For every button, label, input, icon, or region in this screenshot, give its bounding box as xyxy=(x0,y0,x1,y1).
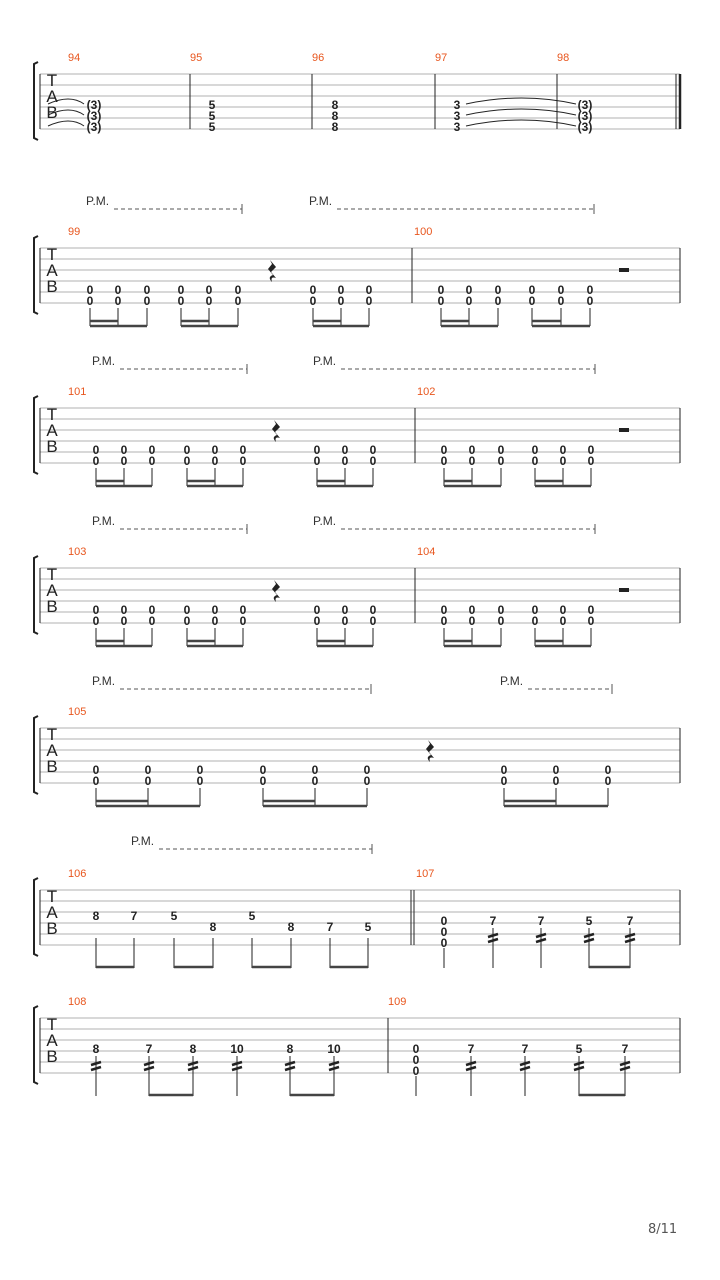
fret-number: 0 xyxy=(259,774,267,788)
fret-number: 0 xyxy=(239,443,247,457)
system-3 xyxy=(34,354,680,486)
fret-number: 0 xyxy=(412,1042,420,1056)
fret-number: 0 xyxy=(259,763,267,777)
fret-number: 0 xyxy=(587,614,595,628)
system-4 xyxy=(34,514,680,646)
fret-number: 8 xyxy=(92,1042,100,1056)
fret-number: 0 xyxy=(313,443,321,457)
fret-number: 7 xyxy=(326,920,334,934)
tie-arc xyxy=(466,109,576,115)
fret-number: 0 xyxy=(143,283,151,297)
fret-number: 0 xyxy=(144,763,152,777)
fret-number: 0 xyxy=(468,443,476,457)
fret-number: 0 xyxy=(341,454,349,468)
measure-number: 99 xyxy=(68,226,81,238)
system-bracket xyxy=(34,556,38,634)
fret-number: 0 xyxy=(311,774,319,788)
fret-number: 0 xyxy=(465,294,473,308)
fret-number: (3) xyxy=(86,98,102,112)
fret-number: 0 xyxy=(92,443,100,457)
fret-number: (3) xyxy=(86,109,102,123)
fret-number: 0 xyxy=(531,603,539,617)
quarter-rest xyxy=(272,580,280,602)
fret-number: 0 xyxy=(369,603,377,617)
tab-clef-letter: T xyxy=(46,725,58,744)
fret-number: 0 xyxy=(92,763,100,777)
fret-number: 0 xyxy=(92,454,100,468)
fret-number: 0 xyxy=(465,283,473,297)
tab-clef-letter: T xyxy=(46,887,58,906)
fret-number: 0 xyxy=(313,454,321,468)
fret-number: 0 xyxy=(120,614,128,628)
fret-number: 0 xyxy=(587,603,595,617)
fret-number: 0 xyxy=(313,603,321,617)
tab-clef-letter: B xyxy=(46,277,58,296)
fret-number: 0 xyxy=(531,454,539,468)
fret-number: 0 xyxy=(500,763,508,777)
fret-number: 0 xyxy=(468,614,476,628)
fret-number: 7 xyxy=(467,1042,475,1056)
measure-number: 97 xyxy=(435,52,448,64)
fret-number: 0 xyxy=(341,603,349,617)
fret-number: 0 xyxy=(311,763,319,777)
measure-number: 103 xyxy=(68,546,87,558)
tab-clef-letter: B xyxy=(46,437,58,456)
fret-number: 7 xyxy=(626,914,634,928)
quarter-rest xyxy=(426,740,434,762)
fret-number: 0 xyxy=(211,443,219,457)
fret-number: 0 xyxy=(148,443,156,457)
fret-number: 0 xyxy=(559,614,567,628)
fret-number: 0 xyxy=(148,603,156,617)
system-6 xyxy=(34,834,680,968)
fret-number: 0 xyxy=(363,763,371,777)
fret-number: 0 xyxy=(531,614,539,628)
measure-number: 109 xyxy=(388,996,407,1008)
fret-number: (3) xyxy=(577,109,593,123)
system-2 xyxy=(34,194,680,326)
fret-number: 0 xyxy=(559,443,567,457)
tab-clef-letter: A xyxy=(46,421,58,440)
tab-clef-letter: A xyxy=(46,87,58,106)
fret-number: 0 xyxy=(497,603,505,617)
fret-number: 0 xyxy=(337,283,345,297)
fret-number: 7 xyxy=(621,1042,629,1056)
fret-number: 0 xyxy=(412,1064,420,1078)
tab-clef-letter: B xyxy=(46,597,58,616)
page-number: 8/11 xyxy=(648,1222,678,1237)
tab-clef-letter: B xyxy=(46,919,58,938)
palm-mute-label: P.M. xyxy=(500,674,524,688)
measure-number: 107 xyxy=(416,868,435,880)
tab-clef-letter: A xyxy=(46,581,58,600)
fret-number: 0 xyxy=(309,294,317,308)
fret-number: 0 xyxy=(196,763,204,777)
quarter-rest xyxy=(268,260,276,282)
fret-number: 0 xyxy=(552,763,560,777)
fret-number: (3) xyxy=(86,120,102,134)
half-rest xyxy=(619,268,629,272)
fret-number: 3 xyxy=(453,120,461,134)
half-rest xyxy=(619,428,629,432)
tab-clef-letter: A xyxy=(46,261,58,280)
fret-number: 8 xyxy=(92,909,100,923)
measure-number: 98 xyxy=(557,52,570,64)
tab-clef-letter: A xyxy=(46,903,58,922)
fret-number: 3 xyxy=(453,98,461,112)
system-bracket xyxy=(34,396,38,474)
fret-number: 0 xyxy=(313,614,321,628)
tab-clef-letter: B xyxy=(46,103,58,122)
fret-number: 0 xyxy=(341,443,349,457)
palm-mute-label: P.M. xyxy=(92,514,116,528)
fret-number: 0 xyxy=(86,283,94,297)
fret-number: 0 xyxy=(369,454,377,468)
fret-number: 7 xyxy=(537,914,545,928)
fret-number: 0 xyxy=(586,283,594,297)
fret-number: 0 xyxy=(144,774,152,788)
fret-number: 0 xyxy=(440,925,448,939)
fret-number: 0 xyxy=(586,294,594,308)
fret-number: 7 xyxy=(489,914,497,928)
measure-number: 104 xyxy=(417,546,436,558)
fret-number: 5 xyxy=(208,98,216,112)
fret-number: 5 xyxy=(170,909,178,923)
fret-number: 0 xyxy=(205,294,213,308)
tab-clef-letter: T xyxy=(46,565,58,584)
fret-number: 0 xyxy=(440,443,448,457)
fret-number: 0 xyxy=(468,603,476,617)
tab-clef-letter: T xyxy=(46,245,58,264)
fret-number: 0 xyxy=(559,454,567,468)
fret-number: 0 xyxy=(497,614,505,628)
fret-number: 0 xyxy=(341,614,349,628)
fret-number: 8 xyxy=(331,109,339,123)
palm-mute-label: P.M. xyxy=(313,514,337,528)
tab-clef-letter: B xyxy=(46,757,58,776)
measure-number: 105 xyxy=(68,706,87,718)
fret-number: 5 xyxy=(248,909,256,923)
tab-clef-letter: T xyxy=(46,1015,58,1034)
fret-number: 0 xyxy=(604,774,612,788)
fret-number: 8 xyxy=(209,920,217,934)
fret-number: 0 xyxy=(183,614,191,628)
palm-mute-label: P.M. xyxy=(313,354,337,368)
fret-number: 0 xyxy=(337,294,345,308)
fret-number: 7 xyxy=(130,909,138,923)
fret-number: 0 xyxy=(239,614,247,628)
measure-number: 106 xyxy=(68,868,87,880)
fret-number: 8 xyxy=(189,1042,197,1056)
fret-number: 0 xyxy=(440,603,448,617)
fret-number: 0 xyxy=(148,614,156,628)
fret-number: 0 xyxy=(86,294,94,308)
system-bracket xyxy=(34,62,38,140)
fret-number: 0 xyxy=(114,294,122,308)
system-5 xyxy=(34,674,680,806)
fret-number: 8 xyxy=(331,98,339,112)
fret-number: 3 xyxy=(453,109,461,123)
fret-number: 0 xyxy=(148,454,156,468)
fret-number: 0 xyxy=(239,603,247,617)
fret-number: 0 xyxy=(120,443,128,457)
fret-number: 5 xyxy=(208,120,216,134)
system-bracket xyxy=(34,716,38,794)
measure-number: 100 xyxy=(414,226,433,238)
system-1 xyxy=(34,52,680,140)
fret-number: 0 xyxy=(177,294,185,308)
fret-number: 0 xyxy=(552,774,560,788)
fret-number: 0 xyxy=(437,294,445,308)
fret-number: 0 xyxy=(587,454,595,468)
fret-number: 0 xyxy=(211,454,219,468)
fret-number: (3) xyxy=(577,98,593,112)
fret-number: 0 xyxy=(494,294,502,308)
fret-number: 7 xyxy=(145,1042,153,1056)
fret-number: 0 xyxy=(120,603,128,617)
fret-number: 0 xyxy=(500,774,508,788)
fret-number: 5 xyxy=(364,920,372,934)
palm-mute-label: P.M. xyxy=(309,194,333,208)
fret-number: (3) xyxy=(577,120,593,134)
half-rest xyxy=(619,588,629,592)
fret-number: 0 xyxy=(528,283,536,297)
palm-mute-label: P.M. xyxy=(92,674,116,688)
measure-number: 102 xyxy=(417,386,436,398)
fret-number: 0 xyxy=(440,914,448,928)
quarter-rest xyxy=(272,420,280,442)
palm-mute-label: P.M. xyxy=(92,354,116,368)
fret-number: 0 xyxy=(587,443,595,457)
fret-number: 0 xyxy=(365,283,373,297)
fret-number: 0 xyxy=(92,614,100,628)
fret-number: 0 xyxy=(120,454,128,468)
palm-mute-label: P.M. xyxy=(131,834,155,848)
fret-number: 10 xyxy=(327,1042,341,1056)
tie-arc xyxy=(466,98,576,104)
fret-number: 0 xyxy=(440,614,448,628)
fret-number: 0 xyxy=(559,603,567,617)
fret-number: 0 xyxy=(177,283,185,297)
tab-clef-letter: A xyxy=(46,741,58,760)
fret-number: 0 xyxy=(363,774,371,788)
system-bracket xyxy=(34,878,38,956)
fret-number: 0 xyxy=(239,454,247,468)
fret-number: 0 xyxy=(234,283,242,297)
fret-number: 0 xyxy=(557,283,565,297)
fret-number: 0 xyxy=(92,774,100,788)
fret-number: 0 xyxy=(557,294,565,308)
fret-number: 0 xyxy=(92,603,100,617)
fret-number: 0 xyxy=(528,294,536,308)
fret-number: 0 xyxy=(205,283,213,297)
measure-number: 101 xyxy=(68,386,87,398)
fret-number: 0 xyxy=(211,603,219,617)
system-7 xyxy=(34,996,680,1096)
fret-number: 0 xyxy=(309,283,317,297)
measure-number: 108 xyxy=(68,996,87,1008)
fret-number: 8 xyxy=(331,120,339,134)
measure-number: 94 xyxy=(68,52,81,64)
fret-number: 0 xyxy=(211,614,219,628)
fret-number: 0 xyxy=(494,283,502,297)
fret-number: 10 xyxy=(230,1042,244,1056)
fret-number: 8 xyxy=(287,920,295,934)
fret-number: 0 xyxy=(412,1053,420,1067)
fret-number: 5 xyxy=(575,1042,583,1056)
tab-clef-letter: T xyxy=(46,71,58,90)
fret-number: 0 xyxy=(531,443,539,457)
fret-number: 0 xyxy=(604,763,612,777)
system-bracket xyxy=(34,236,38,314)
fret-number: 7 xyxy=(521,1042,529,1056)
tie-arc xyxy=(466,120,576,126)
tab-clef-letter: A xyxy=(46,1031,58,1050)
palm-mute-label: P.M. xyxy=(86,194,110,208)
fret-number: 0 xyxy=(365,294,373,308)
measure-number: 95 xyxy=(190,52,203,64)
system-bracket xyxy=(34,1006,38,1084)
fret-number: 0 xyxy=(183,603,191,617)
fret-number: 0 xyxy=(468,454,476,468)
fret-number: 8 xyxy=(286,1042,294,1056)
measure-number: 96 xyxy=(312,52,325,64)
fret-number: 0 xyxy=(143,294,151,308)
fret-number: 0 xyxy=(497,443,505,457)
fret-number: 0 xyxy=(497,454,505,468)
tab-clef-letter: B xyxy=(46,1047,58,1066)
fret-number: 5 xyxy=(208,109,216,123)
fret-number: 0 xyxy=(440,936,448,950)
fret-number: 0 xyxy=(234,294,242,308)
fret-number: 0 xyxy=(183,443,191,457)
fret-number: 0 xyxy=(369,443,377,457)
fret-number: 0 xyxy=(196,774,204,788)
fret-number: 0 xyxy=(440,454,448,468)
fret-number: 0 xyxy=(183,454,191,468)
fret-number: 5 xyxy=(585,914,593,928)
fret-number: 0 xyxy=(437,283,445,297)
tab-clef-letter: T xyxy=(46,405,58,424)
fret-number: 0 xyxy=(114,283,122,297)
fret-number: 0 xyxy=(369,614,377,628)
